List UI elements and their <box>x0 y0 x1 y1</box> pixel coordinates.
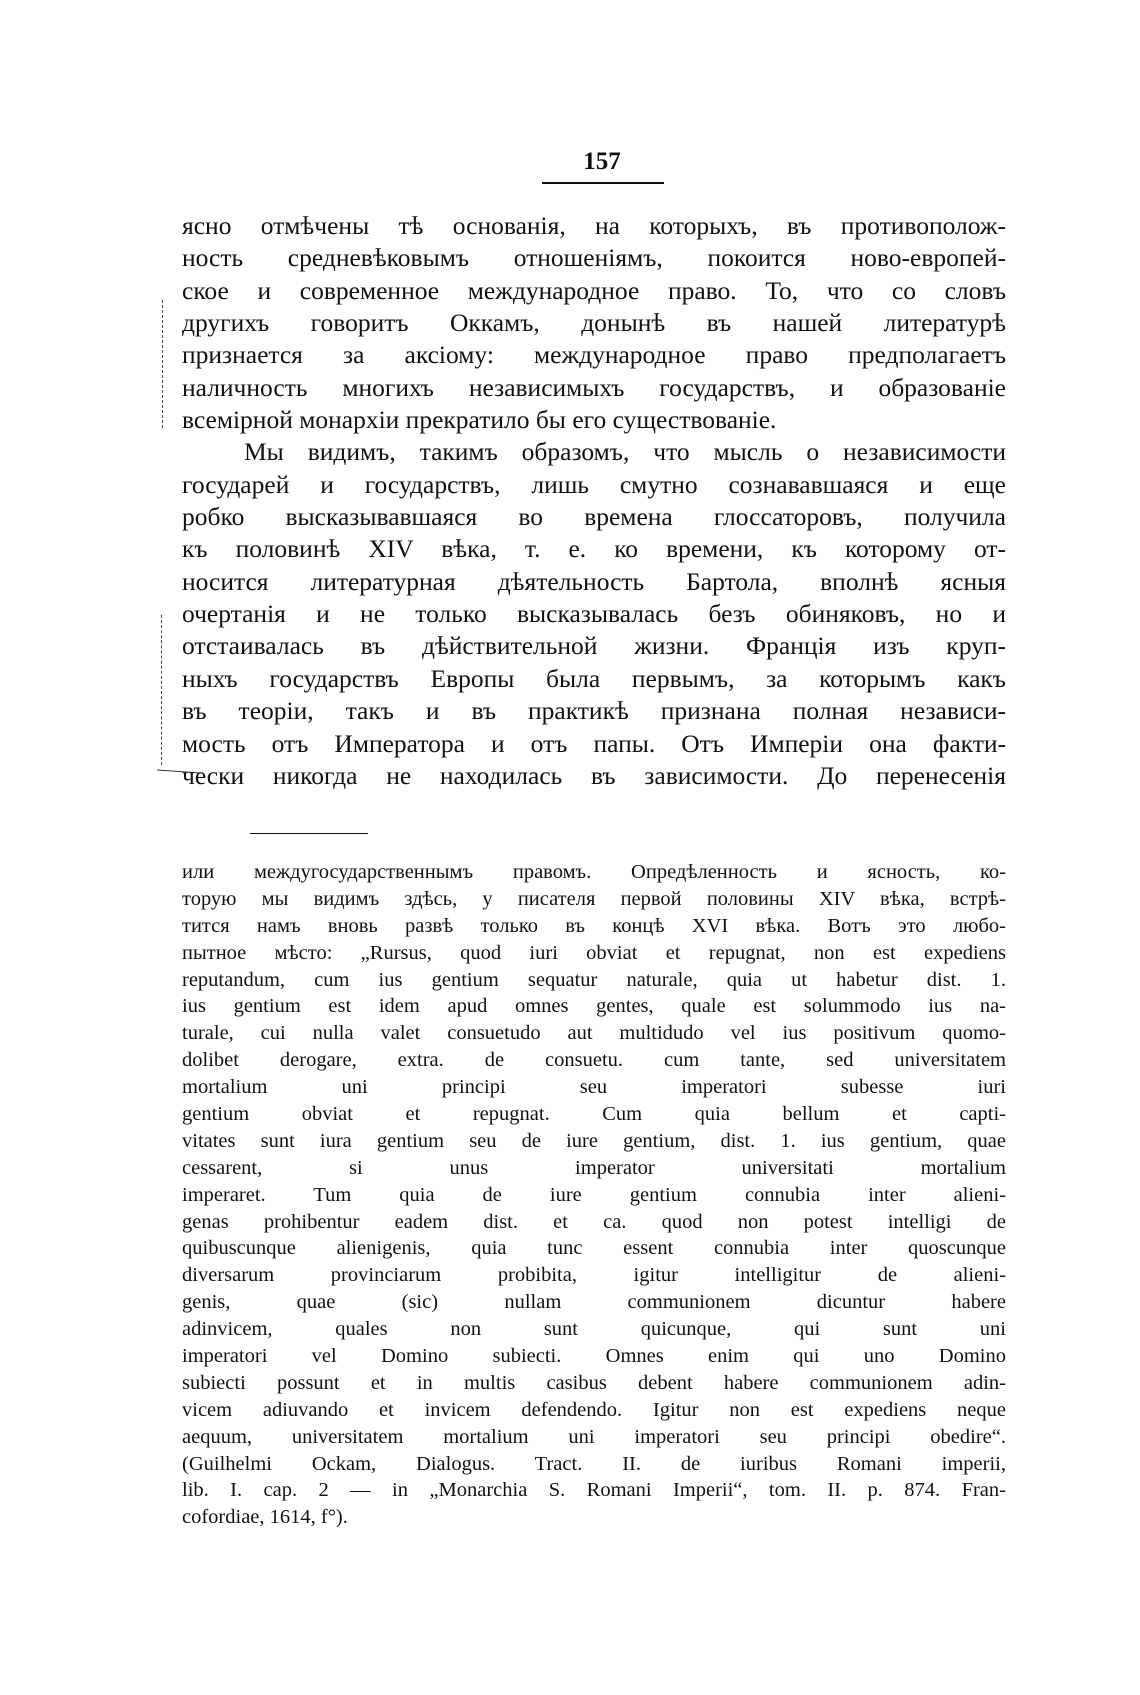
main-line: ясно отмѣчены тѣ основанія, на которыхъ, въ противополож- <box>182 211 1006 240</box>
margin-pencil-mark-upper <box>162 300 163 428</box>
footnote-line: mortalium uni principi seu imperatori subesse iuri <box>182 1076 1006 1099</box>
main-line: робко высказывавшаяся во времена глоссаторовъ, получила <box>182 502 1006 532</box>
footnote-line: vitates sunt iura gentium seu de iure gentium, dist. 1. ius gentium, quae <box>182 1129 1006 1152</box>
footnote-line: quibuscunque alienigenis, quia tunc essent connubia inter quoscunque <box>182 1237 1006 1260</box>
main-line: отстаивалась въ дѣйствительной жизни. Франція изъ круп- <box>182 631 1006 661</box>
main-line: признается за аксіому: международное право предполагаетъ <box>182 340 1006 370</box>
footnote-line: тится намъ вновь развѣ только въ концѣ XVI вѣка. Вотъ это любо- <box>182 914 1006 937</box>
footnote-line: genas prohibentur eadem dist. et ca. quod non potest intelligi de <box>182 1210 1006 1233</box>
main-line: государей и государствъ, лишь смутно сознававшаяся и еще <box>182 469 1006 499</box>
footnote-line: diversarum provinciarum probibita, igitur intelligitur de alieni- <box>182 1264 1006 1287</box>
footnote-line: dolibet derogare, extra. de consuetu. cum tante, sed universitatem <box>182 1049 1006 1072</box>
page-number: 157 <box>583 148 621 175</box>
footnote-line: cessarent, si unus imperator universitati mortalium <box>182 1156 1006 1179</box>
footnote-line: gentium obviat et repugnat. Cum quia bellum et capti- <box>182 1103 1006 1126</box>
main-line: ныхъ государствъ Европы была первымъ, за которымъ какъ <box>182 663 1006 693</box>
footnote-line: торую мы видимъ здѣсь, у писателя первой половины XIV вѣка, встрѣ- <box>182 887 1006 910</box>
footnote-line: (Guilhelmi Ockam, Dialogus. Tract. II. de iuribus Romani imperii, <box>182 1452 1006 1475</box>
main-line-paragraph-start: Мы видимъ, такимъ образомъ, что мысль о независимости <box>244 437 1006 467</box>
footnote-line: aequum, universitatem mortalium uni imperatori seu principi obedire“. <box>182 1425 1006 1448</box>
footnote-line: subiecti possunt et in multis casibus debent habere communionem adin- <box>182 1371 1006 1394</box>
main-line: чески никогда не находилась въ зависимости. До перенесенія <box>182 760 1006 790</box>
main-line: мость отъ Императора и отъ папы. Отъ Имперіи она факти- <box>182 728 1006 758</box>
footnote-line: пытное мѣсто: „Rursus, quod iuri obviat et repugnat, non est expediens <box>182 941 1006 964</box>
main-line: другихъ говоритъ Оккамъ, донынѣ въ нашей литературѣ <box>182 308 1006 338</box>
main-line: носится литературная дѣятельность Бартола, вполнѣ ясныя <box>182 566 1006 596</box>
main-line: къ половинѣ XIV вѣка, т. е. ко времени, къ которому от- <box>182 534 1006 564</box>
footnote-line: или междугосударственнымъ правомъ. Опредѣленность и ясность, ко- <box>182 861 1006 883</box>
footnote-text <box>182 859 1006 1531</box>
footnote-line: imperaret. Tum quia de iure gentium connubia inter alieni- <box>182 1183 1006 1206</box>
footnote-line: lib. I. cap. 2 — in „Monarchia S. Romani Imperii“, tom. II. p. 874. Fran- <box>182 1479 1006 1502</box>
main-line: наличность многихъ независимыхъ государствъ, и образованіе <box>182 372 1006 402</box>
footnote-line: reputandum, cum ius gentium sequatur naturale, quia ut habetur dist. 1. <box>182 968 1006 991</box>
footnote-line: ius gentium est idem apud omnes gentes, quale est solummodo ius na- <box>182 995 1006 1018</box>
footnote-line-end: cofordiae, 1614, f°). <box>182 1506 348 1529</box>
main-line: очертанія и не только высказывалась безъ обиняковъ, но и <box>182 599 1006 629</box>
footnote-line: imperatori vel Domino subiecti. Omnes enim qui uno Domino <box>182 1345 1006 1368</box>
footnote-line: adinvicem, quales non sunt quicunque, qui sunt uni <box>182 1318 1006 1341</box>
main-body-text <box>182 210 1006 792</box>
footnote-line: turale, cui nulla valet consuetudo aut multidudo vel ius positivum quomo- <box>182 1022 1006 1045</box>
main-line: ность средневѣковымъ отношеніямъ, покоится ново-европей- <box>182 243 1006 273</box>
footnote-line: genis, quae (sic) nullam communionem dicuntur habere <box>182 1291 1006 1314</box>
margin-pencil-mark-lower <box>161 615 162 765</box>
page-number-underline <box>542 182 664 184</box>
footnote-line: vicem adiuvando et invicem defendendo. Igitur non est expediens neque <box>182 1398 1006 1421</box>
footnote-separator <box>250 833 368 834</box>
main-line: въ теоріи, такъ и въ практикѣ признана полная независи- <box>182 696 1006 726</box>
main-line-paragraph-end: всемірной монархіи прекратило бы его существованіе. <box>182 405 777 435</box>
main-line: ское и современное международное право. То, что со словъ <box>182 275 1006 305</box>
